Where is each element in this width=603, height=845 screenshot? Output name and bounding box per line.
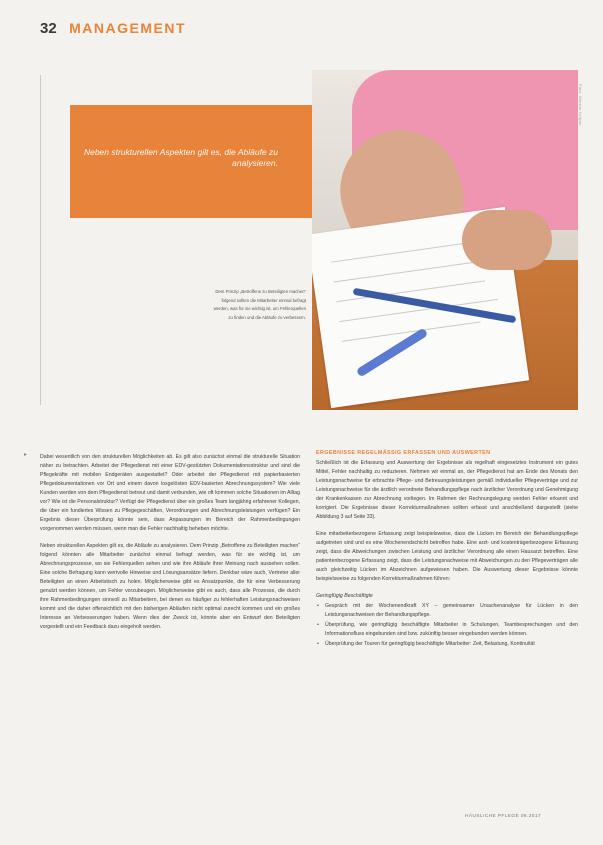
continue-arrow-icon: ▸ (24, 452, 28, 458)
right-column (316, 449, 578, 650)
paragraph: Dabei wesentlich von den strukturellen Möglichkeiten ab. Es gilt also zunächst einmal die strukturelle Situation näher zu betrachten. Arbeitet der Pflegedienst mit einer EDV-gestützten Dokumentationsstruktur und sind die Pflegekräfte mit mobilen Endgeräten ausgestattet? Oder arbeitet der Pflegedienst mit papierbasierten Pflegedokumentationen vor Ort und einem davon losgelösten EDV-basierten Abrechnungssystem? Wie viele Kunden werden von dem Pflegedienst betreut und damit verbunden, wie oft kommen solche Situationen im Alltag vor? Wie ist die Personalstruktur? Verfügt der Pflegedienst über ein großes Team langjährig erfahrener Kollegen, die über ein fundiertes Wissen zu Pflegegeschäften, Verordnungen und Abrechnungsleistungen verfügen? Ein Ergebnis dieser Überprüfung könnte sein, dass Anpassungen im Bereich der Rahmenbedingungen vorgenommen werden müssen, wenn man die Fehler nachhaltig beheben möchte. (40, 454, 300, 532)
page-footer: HÄUSLICHE PFLEGE 06.2017 (465, 814, 541, 819)
bullet-list (316, 602, 578, 649)
paragraph: Eine mitarbeiterbezogene Erfassung zeigt beispielsweise, dass die Lücken im Bereich der Behandlungspflege aufgetreten sind und es eine Wochenendschicht betroffen habe. Eine arzt- und kostenträgerbezogene Erfassung zeigt, dass die Abweichungen zwischen Leistung und ärztlicher Verordnung alle einen Hausarzt betreffen. Eine patientenbezogene Erfassung zeigt, dass die Leistungsnachweise mit Abweichungen zu den Pflegeverträgen alle auch gleichzeitig Lücken im Abzeichnen aufgewiesen haben. Die Auswertung dieser Ergebnisse könnte beispielsweise zu folgenden Korrekturmaßnahmen führen: (316, 531, 578, 582)
section-title: MANAGEMENT (69, 20, 187, 36)
list-title: Geringfügig Beschäftigte (316, 593, 373, 599)
page-header (40, 20, 186, 40)
left-column (40, 453, 300, 640)
photo-hand (462, 210, 552, 270)
page-number: 32 (40, 20, 57, 37)
article-photo (312, 70, 578, 410)
column-divider (40, 75, 41, 405)
section-subheading: ERGEBNISSE REGELMÄSSIG ERFASSEN UND AUSWERTEN (316, 450, 491, 456)
pullquote: Neben strukturellen Aspekten gilt es, die Abläufe zu analysieren. (83, 147, 278, 168)
list-item: • Gespräch mit der Wochenendkraft XY – gemeinsamer Ursachenanalyse für Lücken in den Leistungsnachweisen der Behandlungspflege. (316, 602, 578, 620)
list-item: • Überprüfung der Touren für geringfügig beschäftigte Mitarbeiter: Zeit, Belastung, Kontinuität (316, 640, 578, 649)
list-item: • Überprüfung, wie geringfügig beschäftigte Mitarbeiter in Schulungen, Teambesprechungen und den Informationsfluss eingebunden sind bzw. zukünftig besser eingebunden werden können. (316, 621, 578, 639)
paragraph: Schließlich ist die Erfassung und Auswertung der Ergebnisse als regelhaft eingesetztes Instrument ein gutes Mittel, Fehler nachhaltig zu reduzieren. Nehmen wir einmal an, der Pflegedienst hat am Ende des Monats den Leistungsnachweise für erbrachte Pflege- und Betreuungsleistungen gemäß individueller Pflegeverträge und zur Leistungsnachweise für die ärztlich verordnete Behandlungspflege nach ärztlicher Verordnung und Genehmigung der Krankenkassen zur Abrechnung vorliegen. Im Rahmen der Rechnungslegung werden Fehler erkannt und korrigiert. Die Ergebnisse dieser Korrekturmaßnahmen sollten erfasst und anschließend dargestellt (siehe Abbildung 3 auf Seite 33). (316, 460, 578, 520)
photo-caption: Dem Prinzip „Betroffene zu Beteiligten machen“ folgend sollten die Mitarbeiter einmal befragt werden, was für sie wichtig ist, um Fehlerquellen zu finden und die Abläufe zu verbessern. (213, 289, 306, 321)
photo-credit: Foto: Werner Krüper (578, 84, 583, 127)
paragraph: Neben strukturellen Aspekten gilt es, die Abläufe zu analysieren. Dem Prinzip „Betroffene zu Beteiligten machen“ folgend könnten alle Mitarbeiter zunächst einmal befragt werden, was für sie wichtig ist, um Abrechnungsprozesse, wo sie Fehlerquellen sehen und wie ihre Abläufe ihrer Meinung nach aussehen sollen. Eine solche Befragung kann wertvolle Hinweise und Lösungsansätze liefern. Denkbar wäre auch, Vertreter aller Beteiligten an einen Arbeitstisch zu holen. Möglicherweise gibt es Ansatzpunkte, die für eine Verbesserung genutzt werden können, um Fehler vorzubeugen. Möglicherweise gibt es auch, dass alle Prozesse, die durch ihre Rahmenbedingungen sinnvoll zu Mitarbeitern, bei denen es häufiger zu fehlerhaften Leistungsnachweisen kommt und die daher offensichtlich mit den bisherigen Abläufen nicht optimal zurecht kommen und ein großes Interesse an Verbesserungen haben. Wenn dies der Zweck ist, könnte aber ein Entwurf den Beteiligten vorgestellt und ein Feedback dazu eingeholt werden. (40, 543, 300, 630)
